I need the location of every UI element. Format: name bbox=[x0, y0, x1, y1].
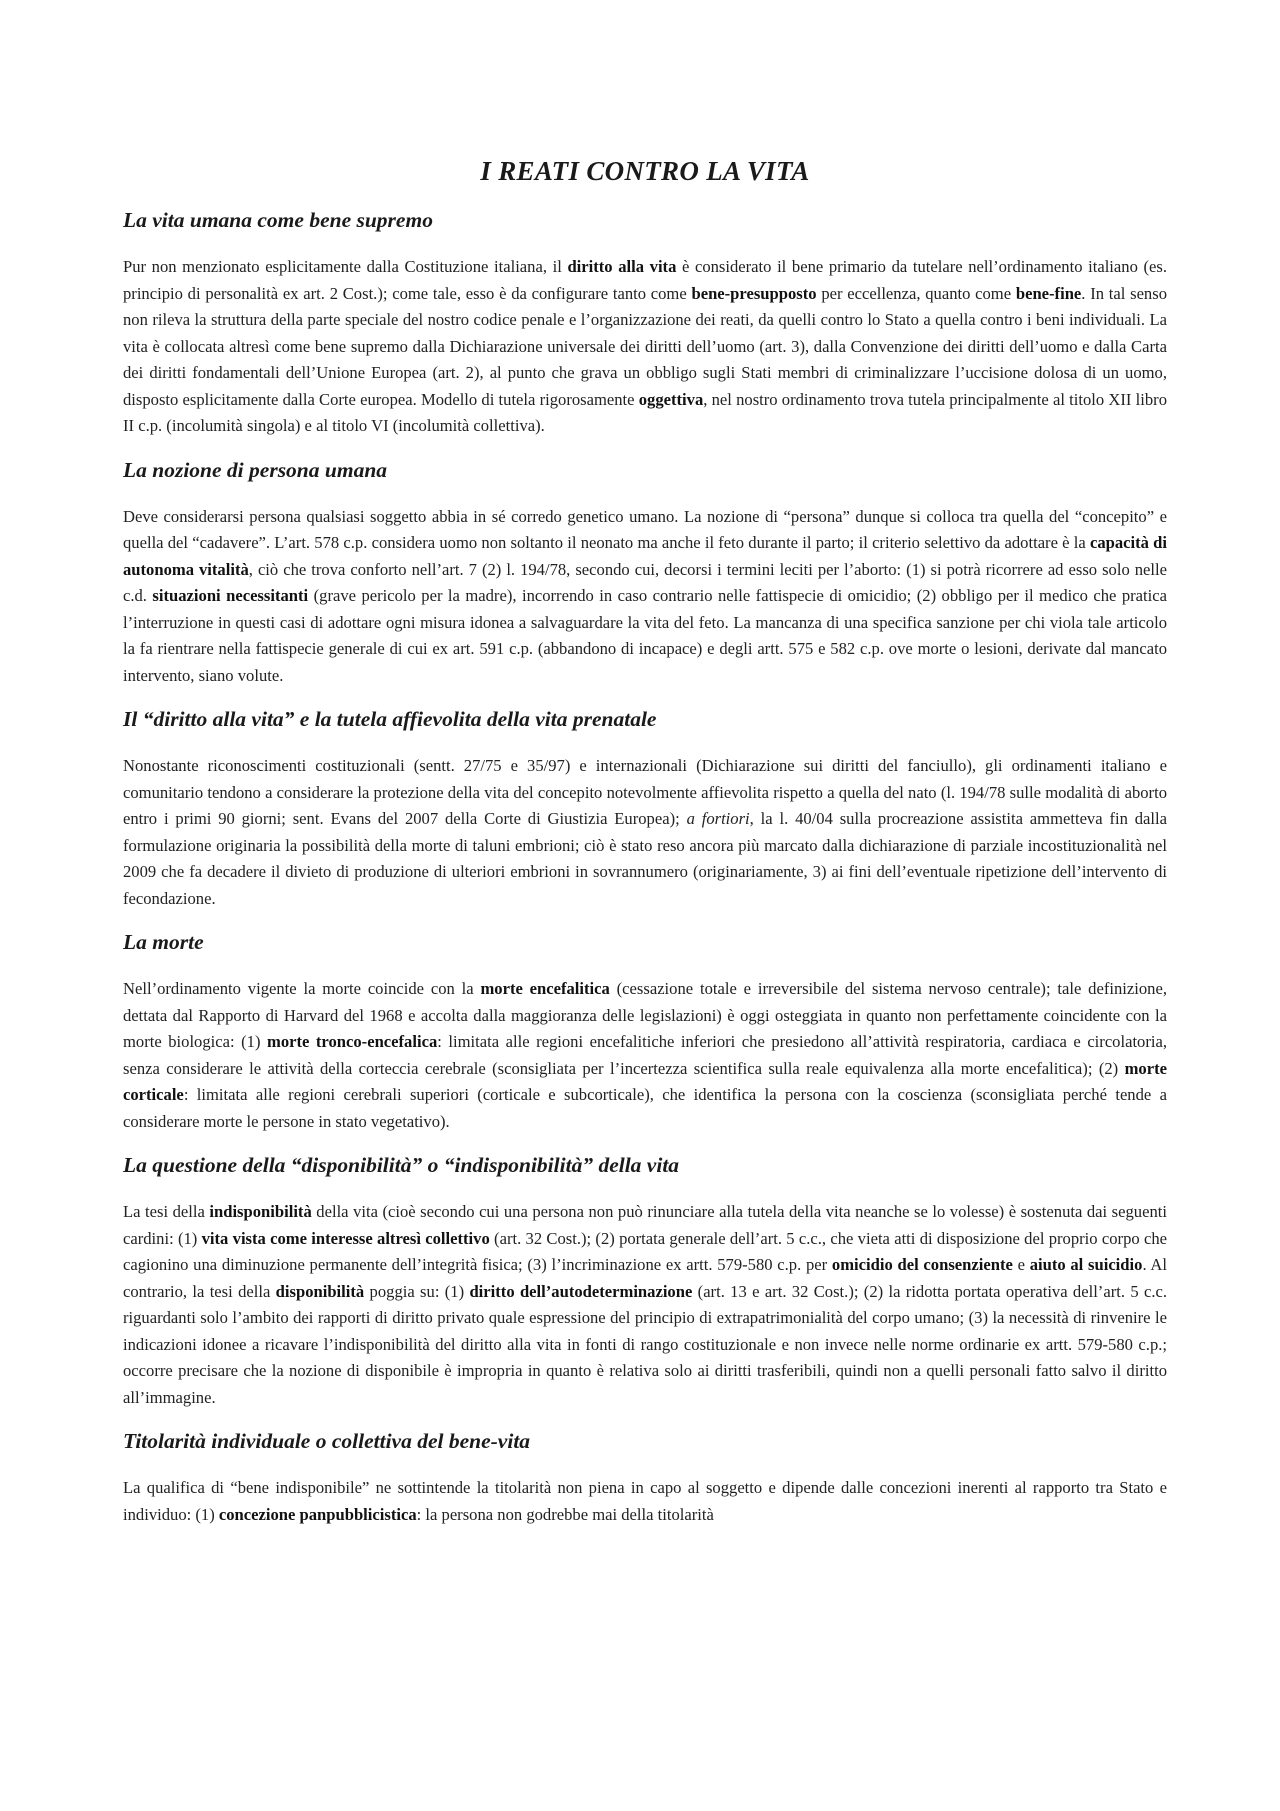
section-paragraph bbox=[123, 504, 1167, 690]
bold-term: disponibilità bbox=[275, 1281, 365, 1301]
bold-term: vita vista come interesse altresì collettivo bbox=[201, 1228, 490, 1248]
bold-term: bene-fine bbox=[1015, 283, 1082, 303]
italic-term: a fortiori bbox=[686, 809, 750, 828]
section-heading: Titolarità individuale o collettiva del bene-vita bbox=[123, 1429, 531, 1453]
section-heading: La morte bbox=[123, 930, 204, 954]
bold-term: concezione panpubblicistica bbox=[218, 1504, 417, 1524]
text-run: , la l. 40/04 sulla procreazione assistita ammetteva fin dalla formulazione originaria la possibilità della morte di taluni embrioni; ciò è stato reso ancora più marcato dalla dichiarazione di parziale incostituzionalità nel 2009 che fa decadere il divieto di produzione di ulteriori embrioni in sovrannumero (originariamente, 3) ai fini dell’eventuale ripetizione dell’intervento di fecondazione. bbox=[123, 809, 1167, 908]
text-run: Pur non menzionato esplicitamente dalla Costituzione italiana, il bbox=[123, 257, 568, 276]
text-run: , ciò che trova conforto nell’art. 7 (2) l. 194/78, secondo cui, decorsi i termini leciti per l’aborto: (1) si potrà ricorrere ad esso solo nelle c.d. bbox=[123, 559, 1167, 605]
text-run: della vita (cioè secondo cui una persona non può rinunciare alla tutela della vita neanche se lo volesse) è sostenuta dai seguenti cardini: (1) bbox=[123, 1202, 1167, 1248]
text-run: e bbox=[1012, 1255, 1030, 1274]
bold-term: situazioni necessitanti bbox=[152, 586, 309, 605]
bold-term: diritto dell’autodeterminazione bbox=[469, 1281, 693, 1301]
text-run: Deve considerarsi persona qualsiasi soggetto abbia in sé corredo genetico umano. La nozione di “persona” dunque si colloca tra quella del “concepito” e quella del “cadavere”. L’art. 578 c.p. considera uomo non soltanto il neonato ma anche il feto durante il parto; il criterio selettivo da adottare è la bbox=[123, 506, 1167, 552]
section-paragraph bbox=[123, 976, 1167, 1135]
section-paragraph bbox=[123, 753, 1167, 912]
text-run: . In tal senso non rileva la struttura della parte speciale del nostro codice penale e l’organizzazione dei reati, da quelli contro lo Stato a quella contro i beni individuali. La vita è collocata altresì come bene supremo dalla Dichiarazione universale dei diritti dell’uomo (art. 3), dalla Convenzione dei diritti dell’uomo e dalla Carta dei diritti fondamentali dell’Unione Europea (art. 2), al punto che grava un obbligo sugli Stati membri di criminalizzare l’uccisione dolosa di un uomo, disposto esplicitamente dalla Corte europea. Modello di tutela rigorosamente bbox=[123, 283, 1167, 409]
text-run: . Al contrario, la tesi della bbox=[123, 1255, 1167, 1301]
section-paragraph bbox=[123, 254, 1167, 440]
section-heading: La questione della “disponibilità” o “indisponibilità” della vita bbox=[123, 1153, 680, 1177]
text-run: (art. 13 e art. 32 Cost.); (2) la ridotta portata operativa dell’art. 5 c.c. riguardanti solo l’ambito dei rapporti di diritto privato quale espressione del principio di extrapatrimonialità del corpo umano; (3) la necessità di rinvenire le indicazioni idonee a ricavare l’indisponibilità del diritto alla vita in fonti di rango costituzionale e non invece nelle norme ordinarie ex artt. 579-580 c.p.; occorre precisare che la nozione di disponibile è impropria in quanto è relativa solo ai diritti trasferibili, quindi non a quelli personali fatto salvo il diritto all’immagine. bbox=[123, 1281, 1167, 1407]
text-run: La tesi della bbox=[123, 1202, 210, 1221]
section-heading: Il “diritto alla vita” e la tutela affievolita della vita prenatale bbox=[123, 707, 657, 731]
section-paragraph bbox=[123, 1199, 1167, 1411]
section-paragraph bbox=[123, 1475, 1167, 1528]
bold-term: indisponibilità bbox=[209, 1202, 312, 1221]
document-body bbox=[123, 206, 1167, 1528]
bold-term: omicidio del consenziente bbox=[831, 1255, 1013, 1274]
bold-term: morte corticale bbox=[123, 1058, 1167, 1104]
bold-term: bene-presupposto bbox=[691, 283, 817, 303]
text-run: , nel nostro ordinamento trova tutela principalmente al titolo XII libro II c.p. (incolumità singola) e al titolo VI (incolumità collettiva). bbox=[123, 389, 1168, 435]
bold-term: capacità di autonoma vitalità bbox=[123, 533, 1167, 579]
text-run: Nonostante riconoscimenti costituzionali (sentt. 27/75 e 35/97) e internazionali (Dichiarazione sui diritti del fanciullo), gli ordinamenti italiano e comunitario tendono a considerare la protezione della vita del concepito notevolmente affievolita rispetto a quella del nato (l. 194/78 sulle modalità di aborto entro i primi 90 giorni; sent. Evans del 2007 della Corte di Giustizia Europea); bbox=[123, 756, 1167, 828]
text-run: (cessazione totale e irreversibile del sistema nervoso centrale); tale definizione, dettata dal Rapporto di Harvard del 1968 e accolta dalla maggioranza delle legislazioni) è oggi osteggiata in quanto non perfettamente coincidente con la morte biologica: (1) bbox=[123, 979, 1167, 1051]
bold-term: oggettiva bbox=[638, 389, 704, 409]
text-run: (art. 32 Cost.); (2) portata generale dell’art. 5 c.c., che vieta atti di disposizione del proprio corpo che cagionino una diminuzione permanente dell’integrità fisica; (3) l’incriminazione ex artt. 579-580 c.p. per bbox=[123, 1228, 1167, 1274]
bold-term: diritto alla vita bbox=[567, 257, 677, 276]
document-title: I REATI CONTRO LA VITA bbox=[480, 156, 810, 186]
text-run: Nell’ordinamento vigente la morte coincide con la bbox=[123, 979, 481, 998]
bold-term: aiuto al suicidio bbox=[1029, 1255, 1143, 1274]
text-run: La qualifica di “bene indisponibile” ne sottintende la titolarità non piena in capo al soggetto e dipende dalle concezioni inerenti al rapporto tra Stato e individuo: (1) bbox=[123, 1478, 1167, 1524]
text-run: : la persona non godrebbe mai della titolarità bbox=[416, 1504, 714, 1524]
text-run: : limitata alle regioni cerebrali superiori (corticale e subcorticale), che identifica la persona con la coscienza (sconsigliata perché tende a considerare morte le persone in stato vegetativo). bbox=[123, 1085, 1167, 1131]
text-run: (grave pericolo per la madre), incorrendo in caso contrario nelle fattispecie di omicidio; (2) obbligo per il medico che pratica l’interruzione in questi casi di adottare ogni misura idonea a salvaguardare la vita del feto. La mancanza di una specifica sanzione per chi viola tale articolo la fa rientrare nella fattispecie generale di cui ex art. 591 c.p. (abbandono di incapace) e degli artt. 575 e 582 c.p. ove morte o lesioni, derivate dal mancato intervento, siano volute. bbox=[123, 586, 1167, 685]
bold-term: morte tronco-encefalica bbox=[267, 1032, 438, 1051]
text-run: poggia su: (1) bbox=[364, 1281, 470, 1301]
text-run: è considerato il bene primario da tutelare nell’ordinamento italiano (es. principio di personalità ex art. 2 Cost.); come tale, esso è da configurare tanto come bbox=[123, 257, 1167, 303]
text-run: per eccellenza, quanto come bbox=[816, 283, 1016, 303]
bold-term: morte encefalitica bbox=[480, 979, 610, 998]
section-heading: La vita umana come bene supremo bbox=[123, 208, 433, 232]
section-heading: La nozione di persona umana bbox=[123, 457, 388, 482]
text-run: : limitata alle regioni encefalitiche inferiori che presiedono all’attività respiratoria, cardiaca e circolatoria, senza considerare le attività della corteccia cerebrale (sconsigliata per l’incertezza scientifica sulla reale equivalenza alla morte encefalitica); (2) bbox=[123, 1032, 1168, 1078]
